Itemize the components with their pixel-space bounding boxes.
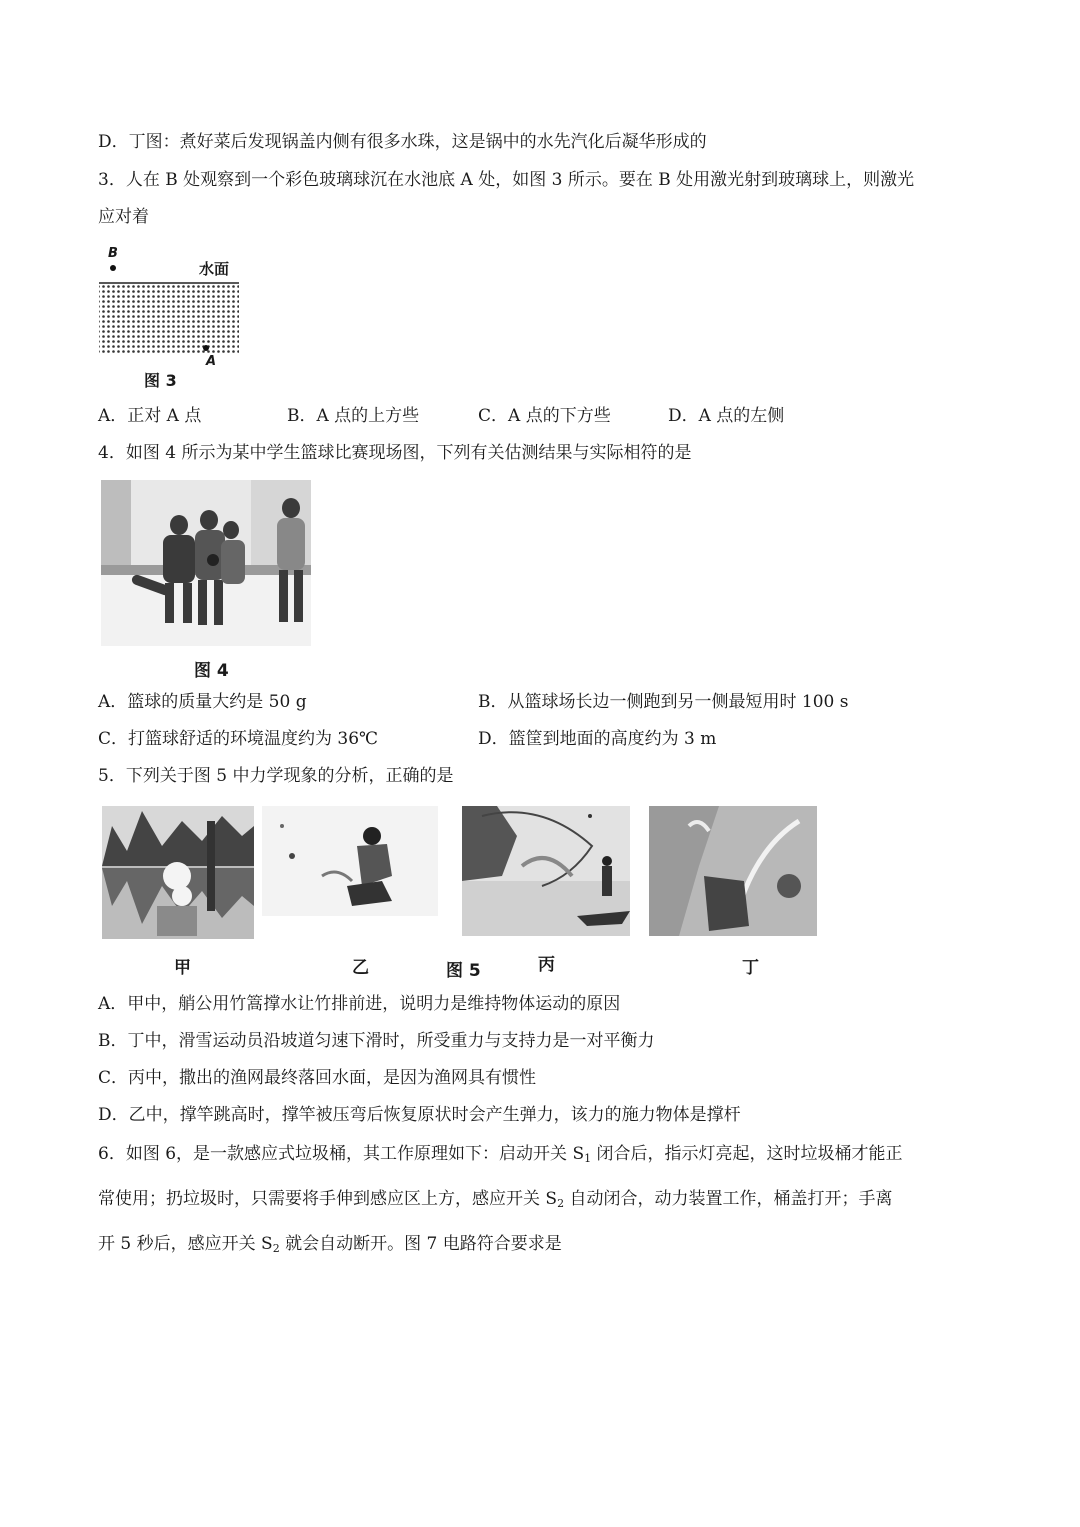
figure-5-panel-ding-photo [649,806,817,936]
label-water-surface: 水面 [199,260,230,278]
figure-5-panel-yi-photo [262,806,438,916]
q4-option-a: A．篮球的质量大约是 50 g [98,692,307,712]
q3-option-c: C．A 点的下方些 [478,406,611,426]
q6-stem-line1: 6．如图 6，是一款感应式垃圾桶，其工作原理如下：启动开关 $S_1$ 闭合后，指示灯亮起，这时垃圾桶才能正 [98,1144,903,1165]
q5-option-a: A．甲中，艄公用竹篙撑水让竹排前进，说明力是维持物体运动的原因 [98,994,621,1014]
q3-stem-line1: 3．人在 B 处观察到一个彩色玻璃球沉在水池底 A 处，如图 3 所示。要在 B 处用激光射到玻璃球上，则激光 [98,170,915,190]
q4-option-b: B．从篮球场长边一侧跑到另一侧最短用时 100 s [478,692,849,712]
q5-option-b: B．丁中，滑雪运动员沿坡道匀速下滑时，所受重力与支持力是一对平衡力 [98,1031,655,1051]
figure-5-panel-bing-photo [462,806,630,936]
q2-option-d: D．丁图：煮好菜后发现锅盖内侧有很多水珠，这是锅中的水先汽化后凝华形成的 [98,132,707,152]
figure-5-panel-jia-photo [102,806,254,939]
panel-label-bing: 丙 [538,955,555,975]
q3-option-a: A．正对 A 点 [98,406,202,426]
q4-option-d: D．篮筐到地面的高度约为 3 m [478,729,717,749]
label-a: A [206,354,217,369]
water-body [99,284,239,354]
q4-option-c: C．打篮球舒适的环境温度约为 36℃ [98,729,379,749]
q3-option-d: D．A 点的左侧 [668,406,785,426]
figure-3 [96,244,246,392]
q5-option-c: C．丙中，撒出的渔网最终落回水面，是因为渔网具有惯性 [98,1068,537,1088]
q6-stem-line3: 开 5 秒后，感应开关 $S_2$ 就会自动断开。图 7 电路符合要求是 [98,1234,562,1255]
q5-option-d: D．乙中，撑竿跳高时，撑竿被压弯后恢复原状时会产生弹力，该力的施力物体是撑杆 [98,1105,741,1125]
q6-stem-line2: 常使用；扔垃圾时，只需要将手伸到感应区上方，感应开关 $S_2$ 自动闭合，动力装置工作，桶盖打开；手离 [98,1189,893,1210]
figure-5-caption: 图 5 [446,961,481,981]
q3-option-b: B．A 点的上方些 [287,406,420,426]
figure-3-caption: 图 3 [144,371,177,390]
point-b-dot [110,265,116,271]
q5-stem: 5．下列关于图 5 中力学现象的分析，正确的是 [98,766,454,786]
panel-label-jia: 甲 [174,958,191,978]
panel-label-yi: 乙 [352,958,369,978]
panel-label-ding: 丁 [742,958,759,978]
q4-stem: 4．如图 4 所示为某中学生篮球比赛现场图，下列有关估测结果与实际相符的是 [98,443,692,463]
figure-4-caption: 图 4 [194,661,229,681]
label-b: B [108,246,118,261]
figure-4-basketball-photo [101,480,311,646]
q3-stem-line2: 应对着 [98,207,149,227]
point-a-dot [203,345,209,351]
